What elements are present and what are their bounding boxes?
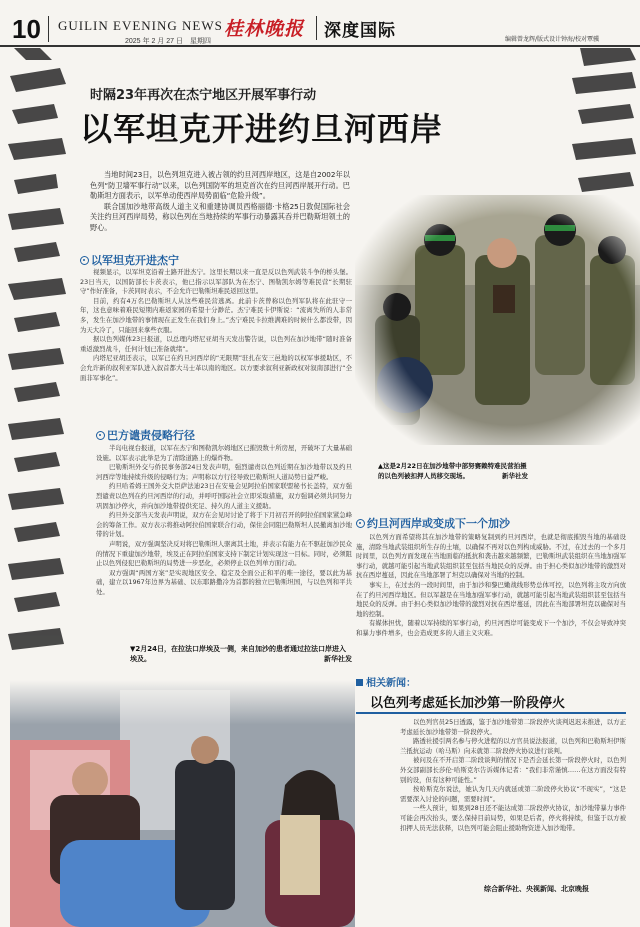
lead-paragraph: 当地时间23日，以色列坦克进入被占领的约旦河西岸地区，这是自2002年以色列“防卫墙军事行动”以来，以色列国防军的坦克首次在约旦河西岸展开行动。巴勒斯坦方面表示，以军单动使西岸局势面临“危险升级”。 (90, 170, 350, 200)
paragraph: 事实上，在过去的一段时间里，由于加沙和黎巴嫩战线形势总体可控，以色列将主攻方向放在了约旦河西岸地区。但以军越是在当地加强军事行动，就越可能引起当地武装组织甚至包括当地民众的反弹。由于担心类似加沙地带的激烈对抗在西岸蔓延，因此在当地部署坦克以确保对当地的控制。 (356, 580, 626, 618)
paragraph: 目前，约有4万名巴勒斯坦人从这些难民营逃离。此前卡茨曾称以色列军队将在此驻守一年，这也意味着难民短期内难返家园的希望十分渺茫。杰宁难民卡伊斯说：“流离失所的人非常多，发生在加沙地带的事情现在正发生在我们身上。”杰宁难民卡拉维满难的时候什么都没带，因为天大冷了，只能回来拿些衣服。 (80, 296, 352, 334)
paragraph: 声明说，双方强调坚决反对将巴勒斯坦人驱离其土地，并表示有能力在不驱赶加沙民众的情况下重建加沙地带，埃及正在阿拉伯国家支持下制定计划实现这一目标。同时，必须阻止以色列侵犯巴勒斯坦的局势进一步恶化，必须停止以色列单方面行动。 (96, 539, 352, 568)
paragraph: 被问及在不开启第二阶段谈判的情况下是否会延长第一阶段停火时，以色列外交部副部长莎伦·哈斯克尔告诉媒体记者：“我们非常谨慎……在这方面没有特别的设，但有这种可能性。” (400, 756, 626, 784)
headline: 以军坦克开进约旦河西岸 (80, 110, 444, 148)
date-line: 2025 年 2 月 27 日 星期四 (125, 38, 211, 45)
related-body (400, 718, 626, 833)
photo-caption: ▼2月24日，在拉法口岸埃及一侧，来自加沙的患者通过拉法口岸进入埃及。 新华社发 (130, 645, 352, 663)
header-rule (0, 45, 640, 47)
tire-track-decoration-left (0, 48, 72, 688)
circle-bullet-icon (356, 519, 365, 528)
news-sources: 综合新华社、央视新闻、北京晚报 (484, 885, 589, 893)
paragraph: 路透社援引两名参与停火进程的以方官员说法报道，以色列和巴勒斯坦伊斯兰抵抗运动（哈马斯）向未就第二阶段停火协议进行谈判。 (400, 737, 626, 755)
lead-paragraph: 联合国加沙地带高级人道主义和重建协调员西格丽德·卡格25日敦促国际社会关注约旦河西岸局势，称以色列在当地持续的军事行动暴露其吞并巴勒斯坦领土的野心。 (90, 201, 350, 232)
related-rule (356, 712, 626, 714)
paragraph: 以色列官员25日透露，鉴于加沙地带第二阶段停火谈判迟迟未推进，以方正考虑延长加沙地带第一阶段停火。 (400, 718, 626, 736)
related-news-label: 相关新闻： (356, 674, 416, 689)
paragraph: 约旦外交部当天发表声明说，双方在会见时讨论了将于下月初召开的阿拉伯国家紧急峰会的筹备工作。双方表示将推动阿拉伯国家联合行动，保住会同阻巴勒斯坦人民撤离加沙地带的计划。 (96, 511, 352, 539)
page-number: 10 (12, 14, 41, 44)
paragraph: 一些人预计，如果到28日还不能达成第二阶段停火协议，加沙地带暴力事件可能会再次抬头，要么保持目前局势，如果是后者，停火将持续，但鉴于以方被扣押人员无法获释，以色列可能会阻止援助物资进入加沙地带。 (400, 804, 626, 832)
section-heading: 巴方谴责侵略行径 (96, 427, 195, 443)
section-heading: 约旦河西岸或变成下一个加沙 (356, 515, 510, 531)
section-body (96, 444, 352, 598)
paragraph: 据以色列媒体23日报道，以总理内塔尼亚胡当天发出警告说，以色列在加沙地带“随时准备重返激烈战斗，任何计划已准备就绪”。 (80, 335, 352, 353)
paragraph: 巴勒斯坦外交与侨民事务部24日发表声明，强烈谴责以色列近期在加沙地带以及约旦河西岸等地持续升级的侵略行为；声明称以方行径导致巴勒斯坦人道局势日益严峻。 (96, 463, 352, 481)
section-body (356, 533, 626, 639)
paper-name-english: GUILIN EVENING NEWS (58, 18, 223, 33)
paragraph: 视频显示，以军坦克沿着土路开进杰宁。这里长期以来一直是反以色列武装斗争的桥头堡。23日当天，以国防部长卡茨表示，他已指示以军部队为在杰宁、图勒凯尔姆等难民营“长期驻守”作好准备，卡茨同时表示，不会允许巴勒斯坦难民返回这里。 (80, 268, 352, 296)
header-divider (48, 16, 49, 42)
lead-paragraphs (90, 170, 350, 233)
paragraph: 内塔尼亚胡还表示，以军已在约旦河西岸的“无限期”驻扎在安三邑地的以权军事援助区，不会允许新的叙利亚军队进入叙首都大马士革以南的地区。以方要求叙利亚新政权对叙南部进行“全面非军事化”。 (80, 354, 352, 382)
paragraph: 双方强调“两国方案”是实现地区安全、稳定及全面公正和平的唯一途径，要以此为基础，建立以1967年边界为基础、以东耶路撒冷为首都的独立巴勒斯坦国，与以色列和平共处。 (96, 568, 352, 596)
section-body (80, 268, 352, 383)
paragraph: 半岛电视台报道，以军在杰宁和图勒凯尔姆地区已摧毁数十所房屋，开破坏了大量基础设施。以军表示此举是为了清除道路上的爆炸物。 (96, 444, 352, 462)
circle-bullet-icon (80, 256, 89, 265)
photo-caption: ▲这是2月22日在加沙地带中部努赛赖特难民营拍摄的以色列被扣押人员移交现场。 新华社发 (378, 462, 528, 480)
tire-track-decoration-right (560, 48, 640, 208)
header-divider (316, 16, 317, 40)
section-heading: 以军坦克开进杰宁 (80, 252, 179, 268)
section-name: 深度国际 (324, 21, 396, 41)
editor-credits: 编辑曾龙辉/版式设计钟海/校对覃骥 (505, 36, 600, 43)
kicker: 时隔23年再次在杰宁地区开展军事行动 (90, 88, 317, 103)
paragraph: 按哈斯克尔说法，她认为几天内就延或第二阶段停火协议“不现实”，“这是需要深入讨论的问题，需要时间”。 (400, 785, 626, 803)
paper-logo: 桂林晚报 (224, 18, 305, 40)
photo-patients-rafah-crossing (10, 680, 355, 927)
circle-bullet-icon (96, 431, 105, 440)
related-news-title: 以色列考虑延长加沙第一阶段停火 (370, 696, 566, 711)
paragraph: 约旦哈希姆王国外交大臣萨法迪23日在安曼会见阿拉伯国家联盟秘书长盖特，双方强烈谴责以色列在约旦河西岸的行动，并呼吁国际社会立即采取措施，双方强调必须共同努力巩固加沙停火，并向加沙地带提供充足、持久的人道主义援助。 (96, 482, 352, 510)
square-bullet-icon (356, 679, 363, 686)
photo-soldiers-handover (355, 195, 640, 445)
paragraph: 以色列方面希望将其在加沙地带的策略复制到约旦河西岸，也就是彻底摧毁当地的基础设施，清除当地武装组织所生存的土壤，以确保不再对以色列构成威胁。不过，在过去的一个多月时间里，以色列方面发现在当地面临的抵抗和袭击越来越频繁，巴勒斯坦武装组织在当地加强军事行动，就越可能引起当地武装组织甚至包括当地民众的反弹。由于担心类似加沙地带的激烈对抗在西岸蔓延，因此在当地部署了坦克以确保对当地的控制。 (356, 533, 626, 580)
page-header (0, 0, 640, 46)
paragraph: 有媒体担忧，随着以军持续的军事行动，约旦河西岸可能变成下一个加沙，不仅会导致冲突和暴力事件增多，也会造成更多的人道主义灾难。 (356, 619, 626, 637)
